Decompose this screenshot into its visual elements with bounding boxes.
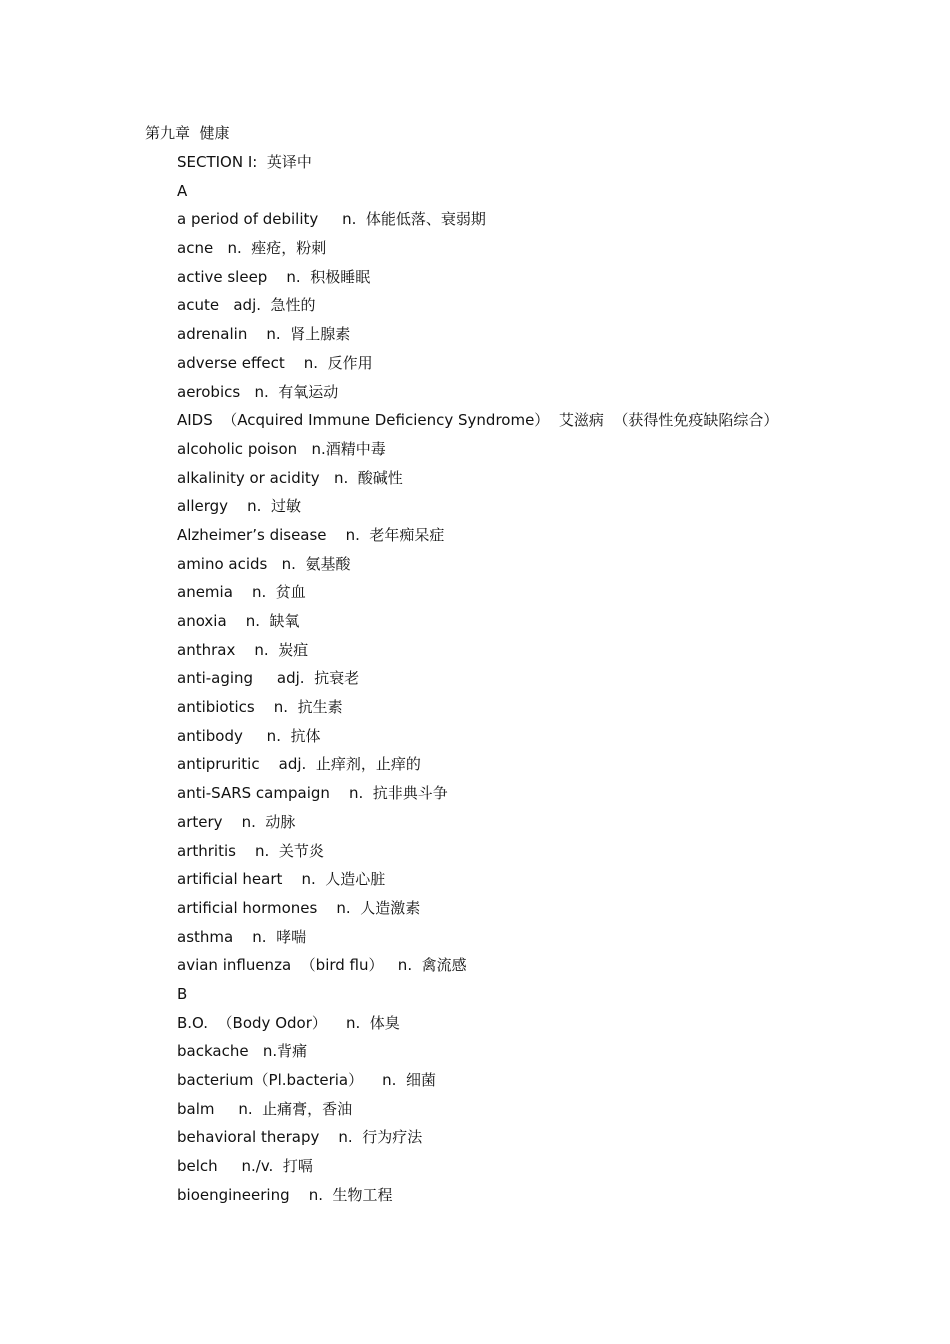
letter-heading: B	[177, 984, 188, 1003]
vocab-entry: balm n. 止痛膏，香油	[177, 1099, 353, 1118]
vocab-entry: anti-SARS campaign n. 抗非典斗争	[177, 784, 448, 803]
vocab-entry: amino acids n. 氨基酸	[177, 554, 351, 573]
vocabulary-list	[177, 150, 917, 1211]
vocab-entry: adrenalin n. 肾上腺素	[177, 325, 351, 344]
vocab-entry: Alzheimer’s disease n. 老年痴呆症	[177, 525, 445, 544]
vocab-entry: anemia n. 贫血	[177, 583, 306, 602]
vocab-entry: backache n.背痛	[177, 1042, 308, 1061]
vocab-entry: active sleep n. 积极睡眠	[177, 267, 371, 286]
vocab-entry: AIDS （Acquired Immune Deficiency Syndrome） 艾滋病 （获得性免疫缺陷综合）	[177, 411, 779, 430]
vocab-entry: a period of debility n. 体能低落、衰弱期	[177, 210, 486, 229]
section-heading: SECTION I: 英译中	[177, 153, 312, 171]
vocab-entry: antipruritic adj. 止痒剂，止痒的	[177, 755, 421, 774]
vocab-entry: acute adj. 急性的	[177, 296, 316, 315]
vocab-entry: alcoholic poison n.酒精中毒	[177, 439, 386, 458]
vocab-entry: acne n. 痤疮，粉刺	[177, 239, 327, 258]
vocab-entry: anti-aging adj. 抗衰老	[177, 669, 360, 688]
vocab-entry: aerobics n. 有氧运动	[177, 382, 339, 401]
vocab-entry: allergy n. 过敏	[177, 497, 301, 516]
vocab-entry: artery n. 动脉	[177, 812, 296, 831]
vocab-entry: antibody n. 抗体	[177, 726, 321, 745]
vocab-entry: B.O. （Body Odor） n. 体臭	[177, 1013, 400, 1032]
vocab-entry: adverse effect n. 反作用	[177, 353, 373, 372]
vocab-entry: bacterium（Pl.bacteria） n. 细菌	[177, 1071, 436, 1089]
vocab-entry: alkalinity or acidity n. 酸碱性	[177, 468, 403, 487]
vocab-entry: avian influenza （bird flu） n. 禽流感	[177, 956, 467, 975]
vocab-entry: artificial hormones n. 人造激素	[177, 898, 421, 917]
chapter-title: 第九章 健康	[145, 124, 230, 142]
vocab-entry: bioengineering n. 生物工程	[177, 1185, 393, 1204]
letter-heading: A	[177, 181, 188, 200]
vocab-entry: behavioral therapy n. 行为疗法	[177, 1128, 423, 1147]
vocab-entry: anoxia n. 缺氧	[177, 612, 300, 630]
vocab-entry: asthma n. 哮喘	[177, 927, 307, 946]
vocab-entry: belch n./v. 打嗝	[177, 1157, 313, 1176]
vocab-entry: anthrax n. 炭疽	[177, 640, 309, 659]
vocab-entry: arthritis n. 关节炎	[177, 841, 324, 860]
vocab-entry: artificial heart n. 人造心脏	[177, 870, 386, 889]
vocab-entry: antibiotics n. 抗生素	[177, 698, 343, 717]
